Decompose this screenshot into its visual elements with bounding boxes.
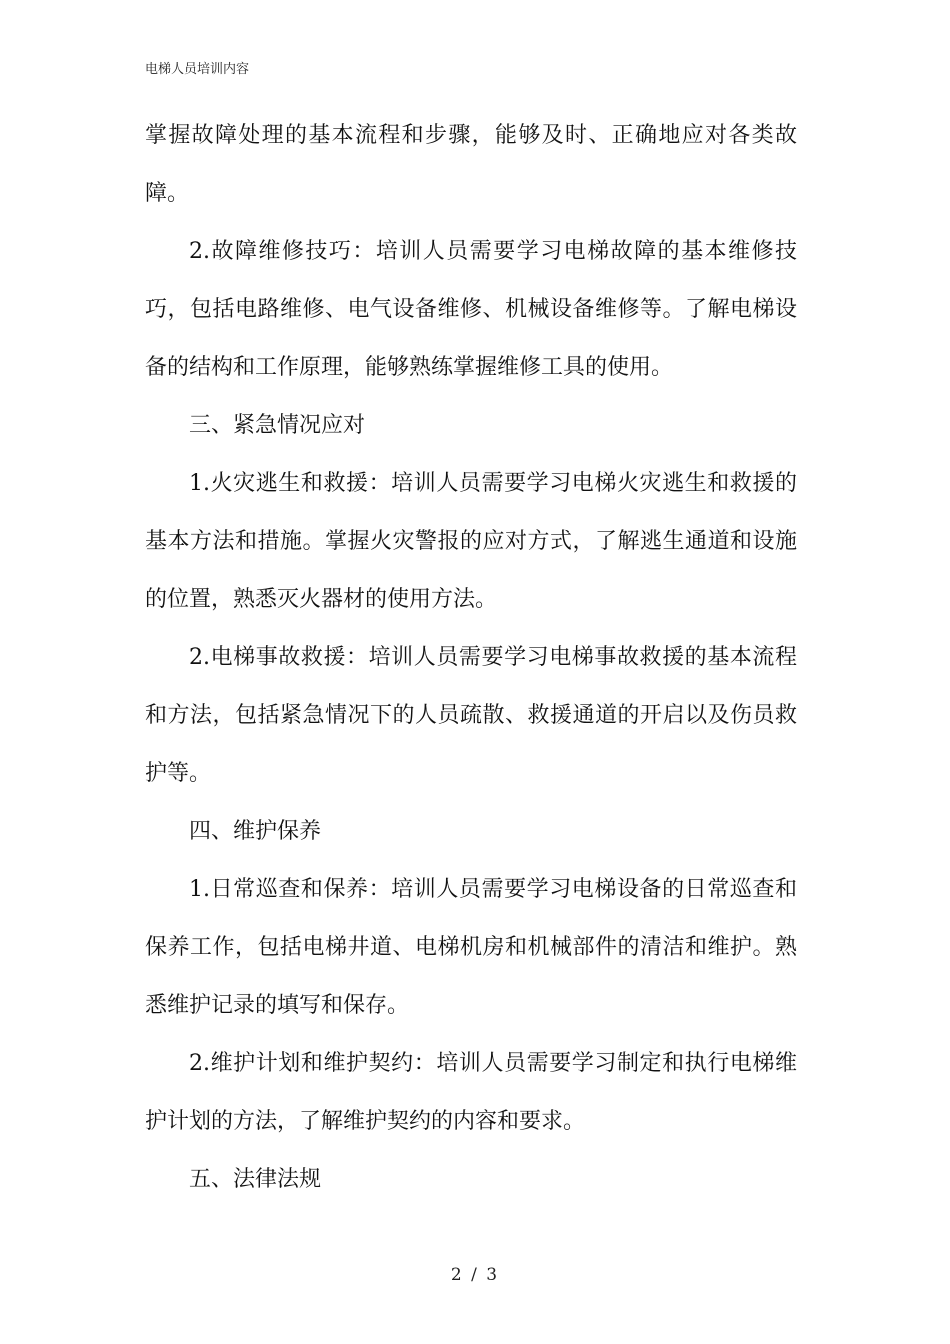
page-number: 2 / 3 (450, 1265, 500, 1285)
paragraph-fire-escape: 1.火灾逃生和救援：培训人员需要学习电梯火灾逃生和救援的基本方法和措施。掌握火灾警报的应对方式，了解逃生通道和设施的位置，熟悉灭火器材的使用方法。 (145, 471, 797, 612)
body-text (145, 107, 797, 1209)
section-heading-maintenance: 四、维护保养 (189, 819, 322, 844)
section-heading-laws: 五、法律法规 (189, 1167, 322, 1192)
paragraph-accident-rescue: 2.电梯事故救援：培训人员需要学习电梯事故救援的基本流程和方法，包括紧急情况下的人员疏散、救援通道的开启以及伤员救护等。 (145, 645, 797, 786)
paragraph-daily-inspection: 1.日常巡查和保养：培训人员需要学习电梯设备的日常巡查和保养工作，包括电梯井道、电梯机房和机械部件的清洁和维护。熟悉维护记录的填写和保存。 (145, 877, 797, 1018)
running-header: 电梯人员培训内容 (145, 62, 250, 77)
section-heading-emergency: 三、紧急情况应对 (189, 413, 366, 438)
paragraph-maintenance-plan: 2.维护计划和维护契约：培训人员需要学习制定和执行电梯维护计划的方法，了解维护契约的内容和要求。 (145, 1051, 797, 1134)
paragraph-continuation: 掌握故障处理的基本流程和步骤，能够及时、正确地应对各类故障。 (145, 123, 797, 206)
paragraph-repair-skills: 2.故障维修技巧：培训人员需要学习电梯故障的基本维修技巧，包括电路维修、电气设备维修、机械设备维修等。了解电梯设备的结构和工作原理，能够熟练掌握维修工具的使用。 (145, 239, 797, 380)
